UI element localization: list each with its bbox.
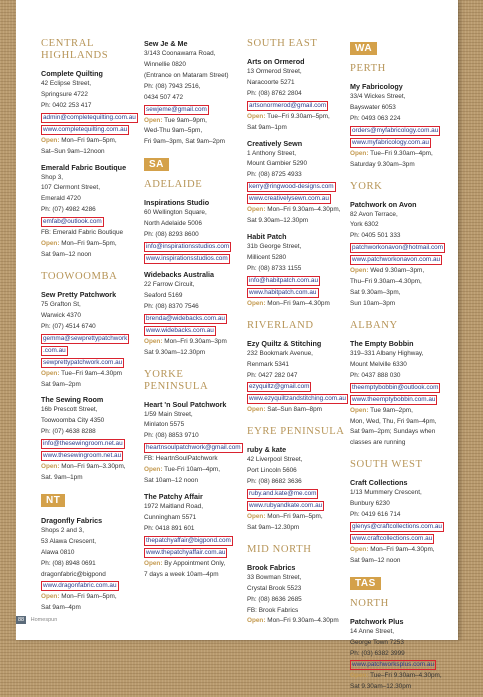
store-detail: Ph: (08) 8762 2804 — [247, 89, 302, 97]
store-listing — [247, 56, 347, 134]
store-detail: 60 Wellington Square, — [144, 209, 207, 217]
store-link-row — [350, 137, 450, 149]
hours-text: Mon–Fri 9am–5pm, — [61, 136, 117, 144]
store-name: The Empty Bobbin — [350, 338, 414, 348]
store-link[interactable]: ruby.and.kate@me.com — [249, 490, 317, 498]
open-label: Open: — [144, 559, 163, 567]
store-detail: Bayswater 6053 — [350, 103, 396, 111]
opening-hours — [350, 545, 450, 556]
store-detail: FB: Brook Fabrics — [247, 606, 299, 614]
open-label: Open: — [247, 299, 266, 307]
store-detail: Naracoorte 5271 — [247, 78, 295, 86]
store-listing — [41, 68, 141, 158]
store-name: Sew Je & Me — [144, 39, 188, 48]
hours-text: Mon–Fri 9.30am–4.30pm, — [267, 206, 341, 214]
store-listing — [350, 81, 450, 171]
store-listing — [41, 162, 141, 261]
store-detail: Warwick 4370 — [41, 311, 81, 319]
opening-hours — [144, 116, 244, 127]
store-link-row — [247, 500, 347, 512]
store-detail: Sat 10am–12 noon — [144, 477, 199, 485]
store-link[interactable]: www.rubyandkate.com.au — [249, 502, 323, 510]
store-listing — [247, 338, 347, 417]
store-detail: Sat 9am–12.30pm — [247, 523, 300, 531]
store-link[interactable]: www.thesewingroom.net.au — [43, 452, 122, 460]
region-heading-eyre-peninsula: EYRE PENINSULA — [247, 426, 345, 438]
store-listing — [41, 515, 141, 614]
store-link-row — [247, 181, 347, 193]
store-link[interactable]: www.ezyquiltzandstitching.com.au — [249, 395, 346, 403]
store-name: Craft Collections — [350, 478, 408, 488]
hours-text: Tue 9am–9pm, — [164, 116, 207, 124]
store-detail: Toowoomba City 4350 — [41, 417, 105, 425]
store-detail: Ph: (08) 7943 2516, — [144, 82, 201, 90]
open-label: Open: — [144, 116, 163, 124]
store-link-row — [144, 442, 244, 454]
opening-hours — [247, 299, 347, 310]
store-detail: dragonfabric@bigpond — [41, 570, 106, 578]
store-detail: Emerald 4720 — [41, 195, 81, 203]
store-detail: 3/143 Coonawarra Road, — [144, 50, 216, 57]
store-detail: Ph: (08) 8853 9710 — [144, 432, 199, 440]
store-link-row — [350, 242, 450, 254]
store-link-row — [247, 381, 347, 393]
store-detail: Sat–Sun 9am–12noon — [41, 147, 105, 155]
directory-column-4 — [350, 38, 450, 697]
store-detail: Ph: (08) 8725 4933 — [247, 171, 302, 179]
store-detail: Ph: 0405 501 333 — [350, 232, 401, 240]
store-link[interactable]: admin@completequilting.com.au — [43, 113, 136, 121]
store-detail: FB: Emerald Fabric Boutique — [41, 229, 124, 237]
opening-hours — [144, 559, 244, 570]
store-detail: Ph: (08) 8948 0691 — [41, 559, 96, 567]
hours-text: Mon–Fri 9am–4.30pm — [267, 299, 330, 307]
store-detail: 13 Ormerod Street, — [247, 68, 302, 75]
store-link-row — [41, 357, 141, 369]
store-detail: Sat 9am–2pm; Sundays when — [350, 428, 436, 436]
opening-hours — [144, 465, 244, 476]
store-detail: Sat 9am–12 noon — [41, 250, 92, 258]
store-link[interactable]: www.myfabricology.com.au — [352, 138, 429, 146]
store-detail: 42 Liverpool Street, — [247, 456, 303, 464]
opening-hours — [247, 112, 347, 123]
hours-text: Mon–Fri 9am–3.30pm, — [61, 463, 126, 471]
store-link[interactable]: www.dragonfabric.com.au — [43, 582, 117, 590]
store-link[interactable]: www.widebacks.com.au — [146, 326, 214, 334]
store-link[interactable]: heartnsoulpatchwork@gmail.com — [146, 444, 241, 452]
open-label: Open: — [350, 149, 369, 157]
store-link-row — [144, 547, 244, 559]
store-link-row — [144, 241, 244, 253]
store-detail: Ph: (07) 4514 6740 — [41, 322, 96, 330]
store-link-row — [350, 125, 450, 137]
region-heading-central-highlands: CENTRAL HIGHLANDS — [41, 38, 109, 61]
open-label: Open: — [144, 466, 163, 474]
store-detail: Millicent 5280 — [247, 253, 287, 261]
hours-text: Tue–Fri 9.30am–5pm, — [267, 112, 330, 120]
store-detail: Mount Gambier 5290 — [247, 160, 308, 168]
open-label: Open: — [144, 337, 163, 345]
store-listing — [144, 269, 244, 359]
store-link-row — [41, 345, 141, 357]
store-link-row — [350, 254, 450, 266]
store-listing — [41, 394, 141, 484]
store-link[interactable]: www.craftcollections.com.au — [352, 534, 433, 542]
store-name: ruby & kate — [247, 445, 287, 455]
store-link-row — [350, 659, 450, 671]
store-name: Inspirations Studio — [144, 198, 210, 208]
store-detail: Mount Melville 6330 — [350, 360, 407, 368]
open-label: Open: — [247, 206, 266, 214]
store-detail: Sat 9am–2pm — [41, 380, 81, 388]
store-detail: 0434 507 472 — [144, 93, 184, 101]
store-link[interactable]: www.creativelysewn.com.au — [249, 195, 329, 203]
page-footer — [16, 616, 57, 624]
store-detail: Sat 9.30am–12.30pm — [247, 217, 309, 225]
store-detail: 1972 Maitland Road, — [144, 502, 203, 510]
store-listing — [247, 231, 347, 310]
store-link-row — [247, 193, 347, 205]
store-detail: 75 Grafton St, — [41, 300, 81, 308]
store-listing — [350, 477, 450, 567]
store-detail: Ph: (08) 8682 3636 — [247, 478, 302, 486]
region-heading-yorke-peninsula: YORKE PENINSULA — [144, 368, 209, 392]
store-detail: North Adelaide 5006 — [144, 220, 202, 228]
store-detail: FB: HeartnSoulPatchwork — [144, 455, 218, 463]
store-detail: Shops 2 and 3, — [41, 526, 84, 534]
region-heading-perth: PERTH — [350, 63, 386, 74]
open-label: Open: — [41, 369, 60, 377]
store-detail: Sat. 9am–1pm — [41, 474, 83, 482]
region-heading-north: NORTH — [350, 597, 389, 609]
store-detail: (Entrance on Mataram Street) — [144, 71, 229, 79]
store-link[interactable]: sewjeme@gmail.com — [146, 105, 207, 113]
store-name: Widebacks Australia — [144, 269, 214, 279]
store-listing — [247, 138, 347, 228]
store-detail: 33/4 Wickes Street, — [350, 93, 406, 100]
store-detail: 53 Alawa Crescent, — [41, 537, 97, 545]
store-link-row — [144, 253, 244, 265]
store-link-row — [41, 216, 141, 228]
open-label: Open: — [247, 406, 266, 414]
store-name: Emerald Fabric Boutique — [41, 162, 127, 172]
store-detail: 1 Anthony Street, — [247, 149, 297, 157]
hours-text: Mon–Fri 9am–4.30pm, — [370, 545, 435, 553]
store-detail: Thu–Fri 9.30am–4.30pm, — [350, 278, 422, 286]
hours-text: Tue–Fri 9.30am–4.30pm, — [370, 672, 442, 680]
store-link[interactable]: info@habitpatch.com.au — [249, 276, 319, 284]
open-label: Open: — [41, 136, 60, 144]
store-link-row — [350, 394, 450, 406]
store-detail: 1/13 Mummery Crescent, — [350, 489, 422, 497]
store-name: The Patchy Affair — [144, 491, 203, 501]
store-listing — [350, 338, 450, 449]
store-link-row — [350, 382, 450, 394]
store-detail: Ph: 0427 282 047 — [247, 371, 298, 379]
store-name: Habit Patch — [247, 232, 287, 242]
hours-text: Mon–Fri 9am–5pm, — [61, 593, 117, 601]
store-link-row — [247, 275, 347, 287]
store-link[interactable]: glenys@craftcollections.com.au — [352, 522, 442, 530]
opening-hours — [350, 406, 450, 417]
store-link-row — [41, 124, 141, 136]
store-detail: Ph: (08) 8293 8600 — [144, 231, 199, 239]
store-name: Brook Fabrics — [247, 562, 296, 572]
store-link-row — [41, 112, 141, 124]
store-detail: 82 Avon Terrace, — [350, 210, 398, 218]
store-detail: Renmark 5341 — [247, 360, 289, 368]
open-label: Open: — [350, 267, 369, 275]
opening-hours — [247, 512, 347, 523]
state-badge-sa: SA — [144, 158, 169, 171]
store-link-row — [144, 535, 244, 547]
store-link[interactable]: gemma@sewprettypatchwork — [43, 334, 128, 342]
opening-hours — [247, 405, 347, 416]
opening-hours — [41, 369, 141, 380]
store-link-row — [144, 313, 244, 325]
store-detail: 1/59 Main Street, — [144, 410, 193, 418]
store-detail: Sat 9.30am–12.30pm — [350, 683, 412, 691]
store-link[interactable]: brenda@widebacks.com.au — [146, 314, 225, 322]
store-link[interactable]: www.patchworkonavon.com.au — [352, 256, 441, 264]
store-detail: Mon, Wed, Thu, Fri 9am–4pm, — [350, 417, 437, 425]
hours-text: Tue–Fri 9am–4.30pm — [61, 369, 122, 377]
store-detail: Ph: 0493 063 224 — [350, 114, 401, 122]
store-detail: Port Lincoln 5606 — [247, 467, 297, 475]
store-link[interactable]: theemptybobbin@outlook.com — [352, 383, 439, 391]
store-detail: Sun 10am–3pm — [350, 299, 396, 307]
store-detail: Minlaton 5575 — [144, 421, 185, 429]
store-link-row — [41, 333, 141, 345]
opening-hours — [350, 671, 450, 682]
store-detail: Cunningham 5571 — [144, 513, 197, 521]
store-link-row — [41, 580, 141, 592]
store-detail: Ph: 0419 616 714 — [350, 511, 401, 519]
hours-text: Mon–Fri 9am–5pm, — [61, 240, 117, 248]
open-label: Open: — [247, 112, 266, 120]
open-label: Open: — [350, 406, 369, 414]
hours-text: Tue-Fri 10am–4pm, — [164, 466, 221, 474]
region-heading-york: YORK — [350, 180, 383, 192]
store-detail: 33 Bowman Street, — [247, 573, 302, 581]
store-link-row — [247, 100, 347, 112]
store-detail: Sat 9.30am–3pm, — [350, 289, 401, 297]
store-detail: Ph: (08) 8733 1155 — [247, 264, 302, 272]
store-name: Sew Pretty Patchwork — [41, 289, 117, 299]
opening-hours — [247, 616, 347, 627]
store-listing — [350, 199, 450, 310]
store-detail: 22 Farrow Circuit, — [144, 280, 195, 288]
store-detail: classes are running — [350, 439, 406, 447]
store-link[interactable]: info@inspirationsstudios.com — [146, 242, 230, 250]
store-detail: Sat 9am–1pm — [247, 123, 287, 131]
hours-text: Sat–Sun 8am–8pm — [267, 406, 322, 414]
open-label: Open: — [41, 463, 60, 471]
opening-hours — [350, 266, 450, 277]
opening-hours — [41, 136, 141, 147]
store-detail: Ph: 0402 253 417 — [41, 101, 92, 109]
store-link-row — [247, 488, 347, 500]
store-detail: 31b George Street, — [247, 243, 302, 251]
store-listing — [144, 399, 244, 487]
store-link[interactable]: www.theemptybobbin.com.au — [352, 395, 436, 403]
store-detail: Sat 9.30am–12.30pm — [144, 348, 206, 356]
store-name: Complete Quilting — [41, 69, 103, 78]
directory-column-1 — [41, 38, 141, 618]
hours-text: Mon–Fri 9.30am–3pm — [164, 337, 227, 345]
store-name: Heart 'n Soul Patchwork — [144, 399, 227, 409]
store-name: Creatively Sewn — [247, 138, 303, 148]
store-detail: 42 Eclipse Street, — [41, 80, 92, 87]
store-detail: 232 Bookmark Avenue, — [247, 349, 313, 357]
store-link-row — [144, 104, 244, 116]
store-link[interactable]: thepatchyaffair@bigpond.com — [146, 536, 231, 544]
store-link[interactable]: www.habitpatch.com.au — [249, 288, 317, 296]
store-link[interactable]: emfab@outlook.com — [43, 218, 102, 226]
hours-text: Mon–Fri 9am–5pm, — [267, 513, 323, 521]
store-listing — [247, 562, 347, 628]
store-link-row — [350, 533, 450, 545]
store-detail: Wed-Thu 9am–5pm, — [144, 127, 203, 135]
store-link[interactable]: www.completequilting.com.au — [43, 125, 128, 133]
hours-text: Tue 9am–2pm, — [370, 406, 413, 414]
store-detail: Ph: (07) 4638 8288 — [41, 428, 96, 436]
store-link[interactable]: ezyquiltz@gmail.com — [249, 383, 310, 391]
store-detail: Bunbury 6230 — [350, 500, 390, 508]
directory-column-2 — [144, 38, 244, 584]
opening-hours — [41, 592, 141, 603]
store-name: My Fabricology — [350, 82, 403, 91]
store-detail: Alawa 0810 — [41, 548, 75, 556]
store-link[interactable]: www.thepatchyaffair.com.au — [146, 548, 226, 556]
open-label: Open: — [247, 513, 266, 521]
region-heading-mid-north: MID NORTH — [247, 543, 312, 555]
store-listing — [41, 289, 141, 391]
store-name: Dragonfly Fabrics — [41, 515, 103, 525]
open-label: Open: — [41, 240, 60, 248]
open-label: Open: — [41, 593, 60, 601]
store-link[interactable]: info@thesewingroom.net.au — [43, 440, 123, 448]
store-link[interactable]: artsonormerod@gmail.com — [249, 101, 327, 109]
store-detail: Ph: 0418 891 601 — [144, 524, 195, 532]
store-link[interactable]: www.inspirationsstudios.com — [146, 254, 228, 262]
store-detail: Ph: (03) 6382 3999 — [350, 649, 405, 657]
store-link[interactable]: orders@myfabricology.com.au — [352, 126, 439, 134]
store-listing — [144, 491, 244, 581]
store-detail: 107 Clermont Street, — [41, 184, 100, 192]
store-detail: Sat 9am–12 noon — [350, 556, 401, 564]
store-link-row — [350, 521, 450, 533]
store-detail: Winnellie 0820 — [144, 60, 186, 68]
store-detail: George Town 7253 — [350, 638, 404, 646]
open-label: Open: — [350, 545, 369, 553]
store-detail: 16b Prescott Street, — [41, 406, 98, 414]
publication-name: Homespun — [30, 617, 58, 623]
opening-hours — [41, 462, 141, 473]
store-link[interactable]: kerry@ringwood-designs.com — [249, 183, 334, 191]
hours-text: By Appointment Only, — [164, 559, 226, 567]
hours-text: Mon–Fri 9.30am–4.30pm — [267, 617, 339, 625]
store-detail: Ph: 0437 888 030 — [350, 371, 401, 379]
directory-page — [16, 0, 458, 691]
opening-hours — [144, 337, 244, 348]
store-name: Ezy Quiltz & Stitching — [247, 338, 322, 348]
store-detail: Sat 9am–4pm — [41, 604, 81, 612]
store-listing — [144, 197, 244, 265]
store-link[interactable]: www.patchworksplus.com.au — [352, 661, 435, 669]
region-heading-south-west: SOUTH WEST — [350, 459, 423, 471]
state-badge-nt: NT — [41, 494, 65, 507]
store-link-row — [144, 325, 244, 337]
store-detail: 7 days a week 10am–4pm — [144, 570, 219, 578]
store-link[interactable]: patchworkonavon@hotmail.com — [352, 244, 444, 252]
store-link[interactable]: sewprettypatchwork.com.au — [43, 358, 123, 366]
page-number: 88 — [18, 617, 25, 623]
opening-hours — [350, 149, 450, 160]
store-listing — [247, 444, 347, 534]
store-detail: Ph: (08) 8370 7546 — [144, 302, 199, 310]
store-link-row — [41, 450, 141, 462]
state-badge-tas: TAS — [350, 577, 381, 590]
store-detail: Ph: (07) 4982 4286 — [41, 206, 96, 214]
state-badge-wa: WA — [350, 42, 377, 55]
store-name: Patchwork on Avon — [350, 199, 417, 209]
opening-hours — [41, 239, 141, 250]
region-heading-adelaide: ADELAIDE — [144, 179, 203, 191]
open-label: Open: — [350, 672, 369, 680]
store-listing — [144, 38, 244, 148]
store-detail: Fri 9am–3pm, Sat 9am–2pm — [144, 138, 225, 146]
open-label: Open: — [247, 617, 266, 625]
store-detail: 319–331 Albany Highway, — [350, 349, 424, 357]
region-heading-albany: ALBANY — [350, 319, 398, 331]
store-detail: Shop 3, — [41, 173, 64, 181]
store-detail: Ph: (08) 8636 2685 — [247, 595, 302, 603]
region-heading-toowoomba: TOOWOOMBA — [41, 270, 118, 282]
hours-text: Wed 9.30am–3pm, — [370, 267, 425, 275]
store-detail: Crystal Brook 5523 — [247, 584, 302, 592]
store-link-row — [247, 287, 347, 299]
store-name: Arts on Ormerod — [247, 57, 305, 66]
store-listing — [350, 616, 450, 694]
store-link[interactable]: .com.au — [43, 346, 66, 354]
store-name: Patchwork Plus — [350, 616, 404, 626]
store-detail: Seaford 5169 — [144, 291, 183, 299]
hours-text: Tue–Fri 9.30am–4pm, — [370, 149, 433, 157]
store-link-row — [247, 393, 347, 405]
store-link-row — [41, 438, 141, 450]
store-detail: Springsure 4722 — [41, 90, 88, 98]
store-name: The Sewing Room — [41, 395, 104, 405]
region-heading-riverland: RIVERLAND — [247, 319, 314, 331]
directory-column-3 — [247, 38, 347, 631]
store-detail: York 6302 — [350, 221, 379, 229]
store-detail: 14 Anne Street, — [350, 627, 395, 635]
store-detail: Saturday 9.30am–3pm — [350, 160, 415, 168]
region-heading-south-east: SOUTH EAST — [247, 38, 318, 49]
opening-hours — [247, 205, 347, 216]
